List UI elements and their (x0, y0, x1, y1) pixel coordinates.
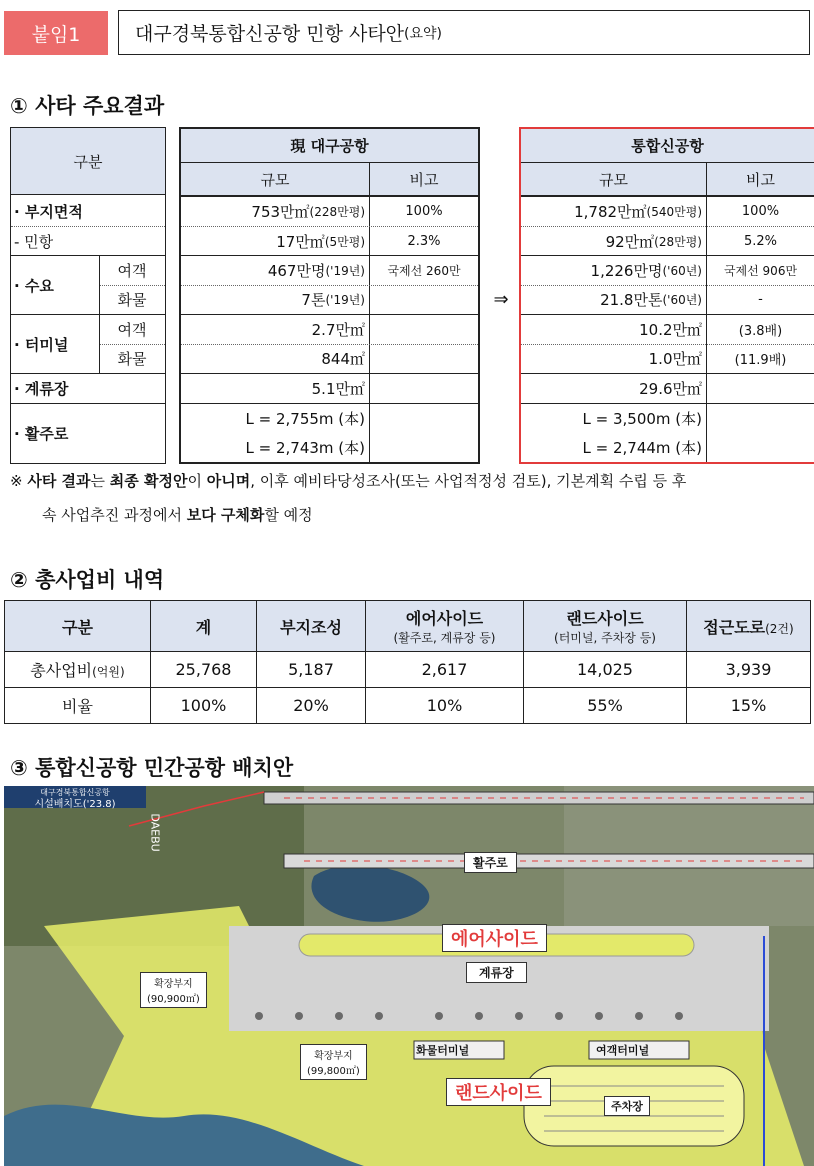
new-site-value: 1,782만㎡ (540만평) (574, 203, 702, 221)
daegu-terminal-pax-value: 2.7만㎡ (311, 321, 365, 339)
title-suffix: (요약) (404, 25, 443, 42)
table-row (5, 688, 811, 724)
daegu-remark-header: 비고 (370, 163, 478, 195)
section1-title: ① 사타 주요결과 (10, 94, 165, 118)
cell: 3,939 (687, 652, 811, 688)
expansion-site-2: 확장부지 (99,800㎡) (300, 1044, 367, 1080)
daegu-civil-remark: 2.3% (407, 233, 441, 249)
new-apron-value: 29.6만㎡ (639, 380, 702, 398)
divider (521, 403, 814, 404)
apron-label: 계류장 (466, 962, 527, 983)
row-label-site: · 부지면적 (14, 203, 83, 221)
row-label-demand-pax: 여객 (117, 262, 147, 280)
new-terminal-cargo-remark: (11.9배) (734, 353, 787, 368)
cell: 10% (366, 688, 524, 724)
divider (181, 403, 478, 404)
cell: 15% (687, 688, 811, 724)
expansion-site-1: 확장부지 (90,900㎡) (140, 972, 207, 1008)
row-label-terminal-cargo: 화물 (117, 350, 147, 368)
new-remark-header: 비고 (707, 163, 814, 195)
map-road-label: DAEBU (148, 813, 162, 852)
col-road: 접근도로(2건) (687, 601, 811, 652)
row-label-civil: - 민항 (14, 233, 54, 251)
new-terminal-pax-value: 10.2만㎡ (639, 321, 702, 339)
new-airport-header: 통합신공항 (521, 129, 814, 163)
cell: 55% (524, 688, 687, 724)
new-terminal-cargo-value: 1.0만㎡ (648, 350, 702, 368)
row-label-demand: · 수요 (14, 276, 54, 295)
daegu-demand-cargo-value: 7톤 ('19년) (301, 291, 365, 309)
divider (11, 373, 165, 374)
row-label-demand-cargo: 화물 (117, 291, 147, 309)
daegu-apron-value: 5.1만㎡ (311, 380, 365, 398)
divider (181, 314, 478, 315)
new-demand-pax-remark: 국제선 906만 (723, 264, 798, 278)
new-runway2-value: L = 2,744m (本) (582, 439, 702, 457)
col-total: 계 (151, 601, 257, 652)
divider (521, 373, 814, 374)
map-drawing (4, 786, 814, 1166)
divider (11, 226, 165, 227)
new-demand-cargo-value: 21.8만톤 ('60년) (600, 291, 702, 309)
divider (181, 255, 478, 256)
divider (521, 314, 814, 315)
arrow-icon: ⇒ (493, 289, 509, 310)
new-terminal-pax-remark: (3.8배) (738, 324, 783, 339)
runway-label: 활주로 (464, 852, 517, 873)
note-line1: ※ 사타 결과는 최종 확정안이 아니며, 이후 예비타당성조사(또는 사업적정성 검토), 기본계획 수립 등 후 (10, 472, 687, 490)
airside-label: 에어사이드 (442, 924, 547, 952)
note-line2: 속 사업추진 과정에서 보다 구체화할 예정 (42, 506, 313, 524)
daegu-runway1-value: L = 2,755m (本) (245, 410, 365, 428)
passenger-terminal-label: 여객터미널 (596, 1044, 650, 1057)
new-demand-pax-value: 1,226만명 ('60년) (590, 262, 702, 280)
row-label-ratio: 비율 (5, 688, 151, 724)
daegu-site-remark: 100% (405, 204, 443, 219)
daegu-runway2-value: L = 2,743m (本) (245, 439, 365, 457)
row-label-terminal-pax: 여객 (117, 321, 147, 339)
section2-title: ② 총사업비 내역 (10, 568, 165, 592)
budget-table (4, 600, 811, 724)
divider (521, 344, 814, 345)
daegu-site-value: 753만㎡ (228만평) (251, 203, 365, 221)
new-demand-cargo-remark: - (758, 292, 763, 307)
document-title (118, 10, 810, 55)
divider (99, 344, 165, 345)
divider (181, 285, 478, 286)
row-label-runway: · 활주로 (14, 424, 69, 443)
daegu-header: 現 대구공항 (181, 129, 478, 163)
title-text: 대구경북통합신공항 민항 사타안 (135, 23, 405, 45)
map-badge: 시설배치도('23.8) (34, 799, 116, 810)
divider (181, 226, 478, 227)
divider (181, 344, 478, 345)
landside-label: 랜드사이드 (446, 1078, 551, 1106)
divider (11, 255, 165, 256)
row-label-apron: · 계류장 (14, 380, 69, 398)
daegu-demand-pax-value: 467만명 ('19년) (267, 262, 365, 280)
daegu-scale-header: 규모 (181, 163, 369, 195)
cell: 2,617 (366, 652, 524, 688)
cell: 100% (151, 688, 257, 724)
cell: 20% (257, 688, 366, 724)
cell: 14,025 (524, 652, 687, 688)
new-scale-header: 규모 (521, 163, 706, 195)
cell: 25,768 (151, 652, 257, 688)
divider (11, 314, 165, 315)
new-civil-value: 92만㎡ (28만평) (605, 232, 702, 251)
divider (521, 285, 814, 286)
section3-title: ③ 통합신공항 민간공항 배치안 (10, 756, 294, 780)
site-layout-map (4, 786, 814, 1166)
table-row (5, 652, 811, 688)
cargo-terminal-label: 화물터미널 (416, 1044, 470, 1057)
parking-label: 주차장 (604, 1096, 650, 1116)
col-landside: 랜드사이드 (터미널, 주차장 등) (524, 601, 687, 652)
col-gubun: 구분 (5, 601, 151, 652)
table-header-row (5, 601, 811, 652)
divider (99, 285, 165, 286)
divider (11, 403, 165, 404)
row-label-total: 총사업비(억원) (5, 652, 151, 688)
divider (181, 373, 478, 374)
daegu-demand-pax-remark: 국제선 260만 (387, 264, 461, 278)
divider (99, 255, 100, 373)
new-site-remark: 100% (741, 204, 780, 219)
row-label-terminal: · 터미널 (14, 335, 69, 354)
cell: 5,187 (257, 652, 366, 688)
daegu-terminal-cargo-value: 844㎡ (321, 350, 365, 368)
col-site: 부지조성 (257, 601, 366, 652)
new-runway1-value: L = 3,500m (本) (582, 410, 702, 428)
daegu-civil-value: 17만㎡ (5만평) (276, 232, 365, 251)
col-airside: 에어사이드 (활주로, 계류장 등) (366, 601, 524, 652)
divider (521, 226, 814, 227)
attachment-tag: 붙임1 (4, 11, 108, 55)
header-gubun: 구분 (11, 128, 165, 195)
map-badge-top: 대구경북통합신공항 (40, 788, 110, 797)
new-civil-remark: 5.2% (743, 233, 778, 249)
divider (521, 255, 814, 256)
